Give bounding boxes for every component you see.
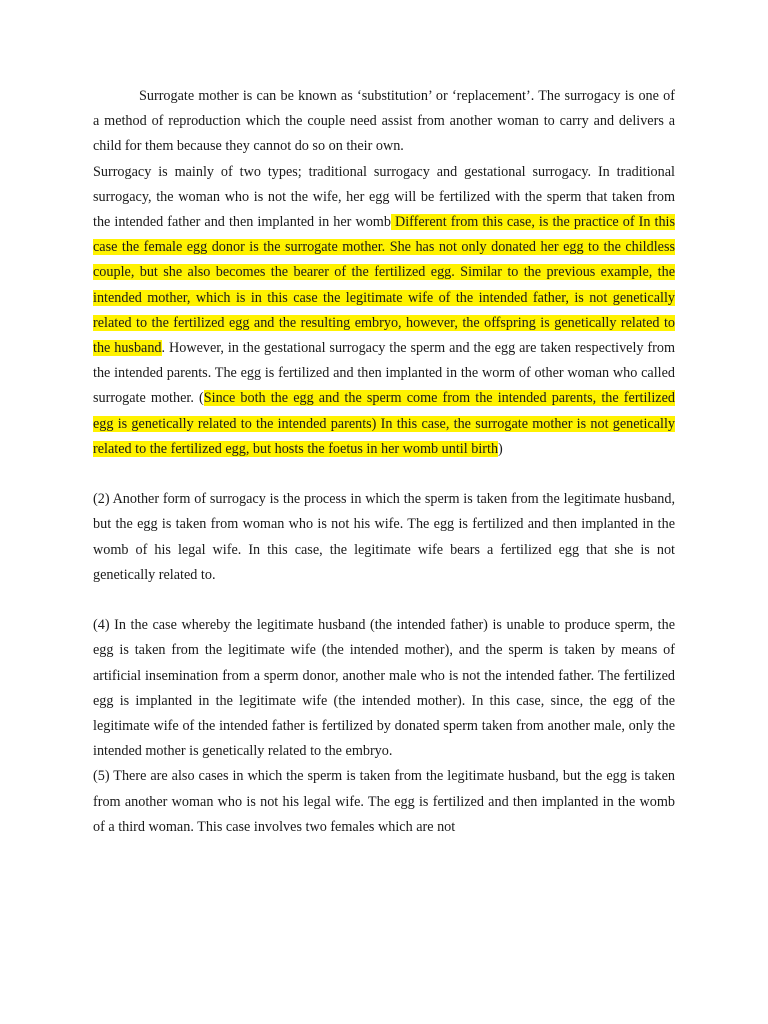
paragraph-spacer (93, 462, 675, 487)
highlighted-text-segment: Since both the egg and the sperm come from the intended parents, the fertilized egg is genetically related to the intended parents) In this case, the surrogate mother is not genetically related to the fertilized egg, but hosts the foetus in her womb until birth (93, 390, 675, 457)
document-page (93, 84, 675, 840)
highlighted-text-segment: Different from this case, is the practice of In this case the female egg donor is the surrogate mother. She has not only donated her egg to the childless couple, but she also becomes the bearer of the fertilized egg. Similar to the previous example, the intended mother, which is in this case the legitimate wife of the intended father, is not genetically related to the fertilized egg and the resulting embryo, however, the offspring is genetically related to the husband (93, 214, 675, 357)
paragraph-case-5: (5) There are also cases in which the sperm is taken from the legitimate husband, but the egg is taken from another woman who is not his legal wife. The egg is fertilized and then implanted in the womb of a third woman. This case involves two females which are not (93, 768, 675, 835)
text-segment-plain: . However, in the gestational surrogacy the sperm and the egg are taken respectively from the intended parents. The egg is fertilized and then implanted in the worm of other woman who called surrogate mother. ( (93, 340, 675, 407)
paragraph-intro: Surrogate mother is can be known as ‘substitution’ or ‘replacement’. The surrogacy is one of a method of reproduction which the couple need assist from another woman to carry and delivers a child for them because they cannot do so on their own. (93, 88, 675, 155)
paragraph-case-4: (4) In the case whereby the legitimate husband (the intended father) is unable to produce sperm, the egg is taken from the legitimate wife (the intended mother), and the sperm is taken by means of artificial insemination from a sperm donor, another male who is not the intended father. The fertilized egg is implanted in the legitimate wife (the intended mother). In this case, since, the egg of the legitimate wife of the intended father is fertilized by donated sperm taken from another male, only the intended mother is genetically related to the embryo. (93, 617, 675, 760)
paragraph-surrogacy-types (93, 160, 675, 462)
text-segment-plain: ) (498, 440, 503, 457)
text-segment-plain: Surrogacy is mainly of two types; traditional surrogacy and gestational surrogacy. In traditional surrogacy, the woman who is not the wife, her egg will be fertilized with the sperm that taken from the intended father and then implanted in her womb (93, 163, 675, 231)
paragraph-spacer (93, 588, 675, 613)
paragraph-case-2: (2) Another form of surrogacy is the process in which the sperm is taken from the legitimate husband, but the egg is taken from woman who is not his wife. The egg is fertilized and then implanted in the womb of his legal wife. In this case, the legitimate wife bears a fertilized egg that she is not genetically related to. (93, 491, 675, 583)
